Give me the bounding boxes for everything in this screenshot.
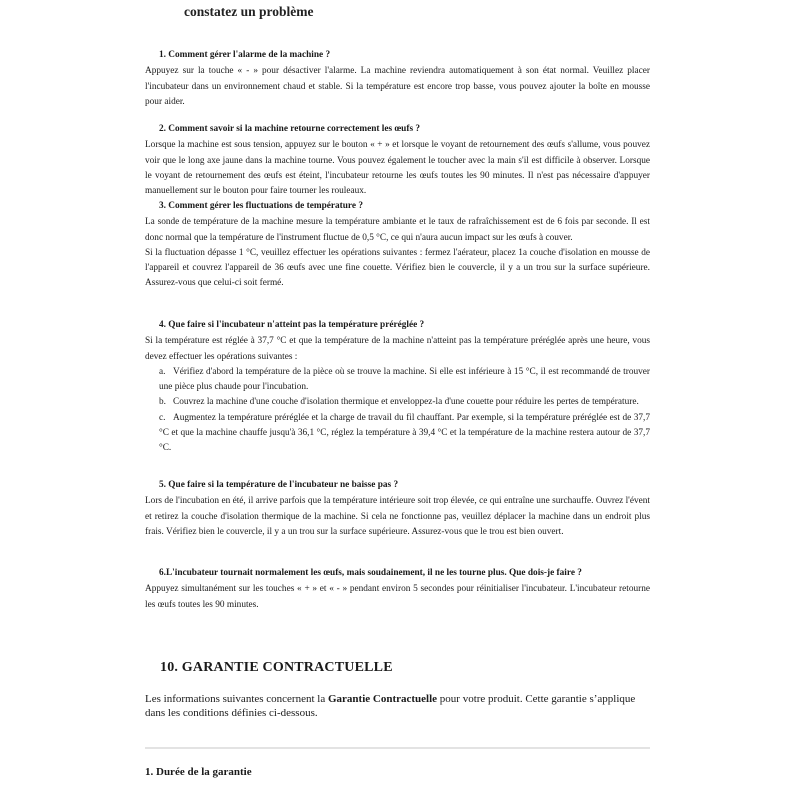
faq-question: 6.L'incubateur tournait normalement les œufs, mais soudainement, il ne les tourne plus. Que dois-je faire ?: [159, 568, 582, 578]
warranty-section-title: 10. GARANTIE CONTRACTUELLE: [160, 660, 393, 675]
sub-item-text: Augmentez la température préréglée et la charge de travail du fil chauffant. Par exemple, si la température préréglée est de 37,7 °C et que la machine chauffe jusqu'à 36,1 °C, réglez la température à 39,4 °C et la température de la machine restera autour de 37,7 °C.: [159, 412, 650, 454]
sub-item-letter: c.: [159, 412, 166, 423]
warranty-intro-start: Les informations suivantes concernent la: [145, 693, 328, 705]
faq-sub-item: [159, 411, 650, 457]
sub-item-text: Vérifiez d'abord la température de la pièce où se trouve la machine. Si elle est inférieure à 15 °C, il est recommandé de trouver une pièce plus chaude pour l'incubation.: [159, 366, 650, 393]
faq-answer: Appuyez sur la touche « - » pour désactiver l'alarme. La machine reviendra automatiquement à son état normal. Veuillez placer l'incubateur dans un environnement chaud et stable. Si la température est encore trop basse, vous pouvez ajouter la boîte en mousse pour aider.: [145, 66, 650, 107]
warranty-intro-bold: Garantie Contractuelle: [327, 693, 438, 705]
section-divider: [145, 747, 650, 749]
sub-item-text: Couvrez la machine d'une couche d'isolation thermique et enveloppez-la d'une couette pour réduire les pertes de température.: [173, 397, 639, 408]
sub-item-letter: a.: [159, 366, 166, 377]
faq-answer: Appuyez simultanément sur les touches « + » et « - » pendant environ 5 secondes pour réinitialiser l'incubateur. L'incubateur retourne les œufs toutes les 90 minutes.: [145, 584, 650, 610]
section-heading-continued: constatez un problème: [184, 4, 314, 19]
warranty-intro: [145, 692, 650, 720]
faq-answer: Lors de l'incubation en été, il arrive parfois que la température intérieure soit trop élevée, ce qui entraîne une surchauffe. Ouvrez l'évent et retirez la couche d'isolation thermique de la machine. Si cela ne fonctionne pas, veuillez déplacer la machine dans un endroit plus frais. Vérifiez bien le couvercle, il y a un trou sur la surface supérieure. Assurez-vous que le trou est bien ouvert.: [145, 496, 650, 537]
faq-answer: Si la température est réglée à 37,7 °C et que la température de la machine n'atteint pas la température préréglée après une heure, vous devez effectuer les opérations suivantes :: [145, 336, 650, 362]
faq-item-4: [145, 318, 650, 457]
faq-question: 5. Que faire si la température de l'incubateur ne baisse pas ?: [159, 480, 399, 490]
sub-item-letter: b.: [159, 397, 166, 408]
faq-question: 2. Comment savoir si la machine retourne correctement les œufs ?: [159, 124, 421, 134]
warranty-duration-heading: 1. Durée de la garantie: [145, 766, 252, 778]
faq-question: 1. Comment gérer l'alarme de la machine ?: [159, 50, 331, 60]
faq-question: 4. Que faire si l'incubateur n'atteint pas la température préréglée ?: [159, 320, 425, 330]
faq-sub-item: [159, 395, 650, 410]
faq-item-2: [145, 122, 650, 199]
faq-item-3: [145, 199, 650, 292]
faq-item-1: [145, 48, 650, 110]
warranty-intro-end: pour votre produit. Cette garantie s’applique dans les conditions définies ci-dessous.: [145, 693, 636, 719]
faq-sub-item: [159, 365, 650, 396]
faq-question: 3. Comment gérer les fluctuations de température ?: [159, 201, 363, 211]
faq-item-5: [145, 478, 650, 540]
faq-answer: La sonde de température de la machine mesure la température ambiante et le taux de rafraîchissement est de 6 fois par seconde. Il est donc normal que la température de l'instrument fluctue de 0,5 °C, ce qui n'aura aucun impact sur les œufs à couver.: [145, 217, 650, 243]
faq-item-6: [145, 566, 650, 613]
faq-answer: Si la fluctuation dépasse 1 °C, veuillez effectuer les opérations suivantes : fermez l'aérateur, placez 1a couche d'isolation en mousse de l'appareil et couvrez l'appareil de 36 œufs avec une fine couette. Vérifiez bien le couvercle, il y a un trou sur la surface supérieure. Assurez-vous que celui-ci soit fermé.: [145, 247, 650, 289]
faq-answer: Lorsque la machine est sous tension, appuyez sur le bouton « + » et lorsque le voyant de retournement des œufs s'allume, vous pouvez voir que le long axe jaune dans la machine tourne. Vous pouvez également le toucher avec la main s'il est difficile à observer. Lorsque le voyant de retournement des œufs est éteint, l'incubateur retourne les œufs toutes les 90 minutes. Il n'est pas nécessaire d'appuyer manuellement sur le bouton pour faire tourner les rouleaux.: [145, 140, 650, 197]
